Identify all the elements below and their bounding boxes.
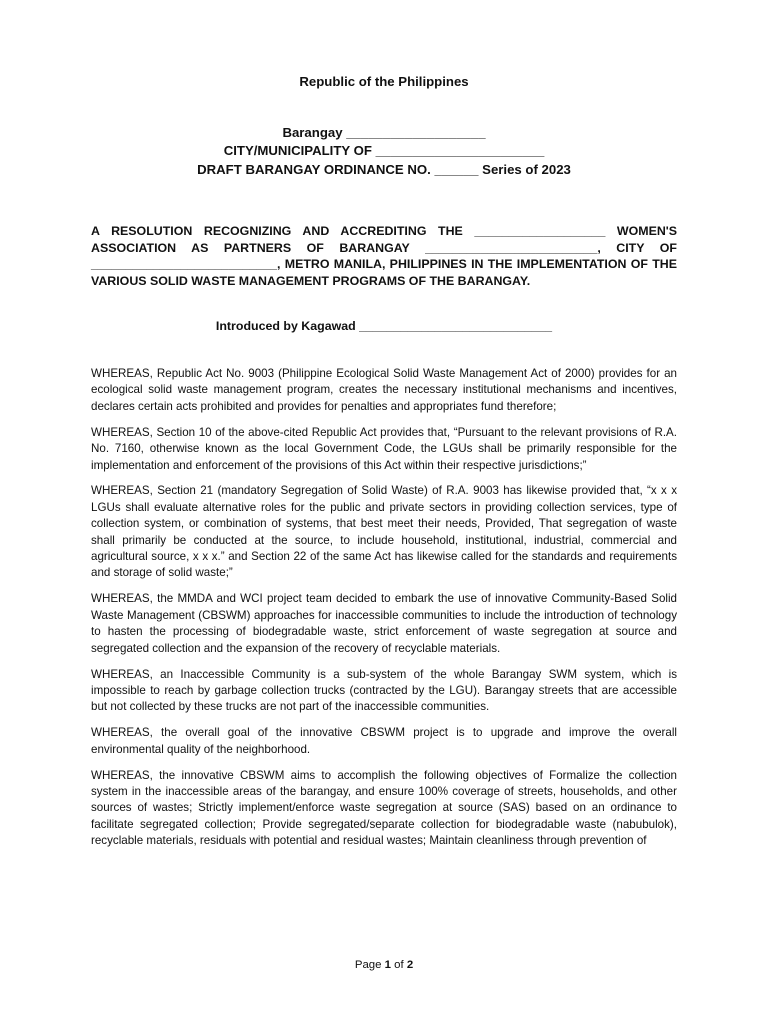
- document-header: [0, 124, 768, 179]
- current-page-number: 1: [384, 959, 391, 971]
- resolution-heading: A RESOLUTION RECOGNIZING AND ACCREDITING THE ___________________ WOMEN'S ASSOCIATION AS PARTNERS OF BARANGAY _________________________, CITY OF ___________________________, METRO MANILA, PHILIPPINES IN THE IMPLEMENTATION OF THE VARIOUS SOLID WASTE MANAGEMENT PROGRAMS OF THE BARANGAY.: [91, 224, 677, 288]
- whereas-clause: WHEREAS, the MMDA and WCI project team decided to embark the use of innovative Community-Based Solid Waste Management (CBSWM) approaches for inaccessible communities to include the introduction of technology to hasten the processing of biodegradable waste, strict enforcement of waste segregation at source and segregated collection and the expansion of the recovery of recyclable materials.: [91, 592, 677, 655]
- barangay-line: Barangay ___________________: [282, 125, 486, 140]
- page-footer: [0, 959, 768, 971]
- of-label: of: [394, 959, 404, 971]
- whereas-clause: WHEREAS, Section 21 (mandatory Segregation of Solid Waste) of R.A. 9003 has likewise provided that, “x x x LGUs shall evaluate alternative roles for the public and private sectors in providing collection services, type of collection system, or combination of systems, that best meet their needs, Provided, That segregation of waste shall primarily be conducted at the source, to include household, institutional, industrial, commercial and agricultural source, x x x.” and Section 22 of the same Act has likewise called for the standards and requirements and storage of solid waste;”: [91, 484, 677, 580]
- introduced-by-line: Introduced by Kagawad ____________________________: [215, 319, 553, 333]
- page-label: Page: [354, 959, 382, 971]
- total-pages-number: 2: [406, 959, 414, 971]
- city-municipality-line: CITY/MUNICIPALITY OF _______________________: [223, 143, 545, 159]
- whereas-clause: WHEREAS, the innovative CBSWM aims to accomplish the following objectives of Formalize the collection system in the inaccessible areas of the barangay, and ensure 100% coverage of streets, households, and other sources of wastes; Strictly implement/enforce waste segregation at source (SAS) based on an ordinance to facilitate segregated collection; Provide segregated/separate collection for biodegradable waste (nabubulok), recyclable materials, residuals with potential and residual wastes; Maintain cleanliness through prevention of: [91, 768, 677, 848]
- whereas-clauses: [91, 366, 677, 859]
- whereas-clause: WHEREAS, Section 10 of the above-cited Republic Act provides that, “Pursuant to the relevant provisions of R.A. No. 7160, otherwise known as the local Government Code, the LGUs shall be primarily responsible for the implementation and enforcement of the provisions of this Act within their respective jurisdictions;”: [91, 425, 677, 472]
- document-title: Republic of the Philippines: [299, 74, 469, 89]
- whereas-clause: WHEREAS, an Inaccessible Community is a sub-system of the whole Barangay SWM system, which is impossible to reach by garbage collection trucks (contracted by the LGU). Barangay streets that are accessible but not collected by these trucks are not part of the inaccessible communities.: [91, 667, 677, 714]
- ordinance-number-line: DRAFT BARANGAY ORDINANCE NO. ______ Series of 2023: [197, 161, 571, 177]
- whereas-clause: WHEREAS, Republic Act No. 9003 (Philippine Ecological Solid Waste Management Act of 2000) provides for an ecological solid waste management program, creates the necessary institutional mechanisms and incentives, declares certain acts prohibited and provides for penalties and appropriates fund therefore;: [91, 367, 677, 413]
- whereas-clause: WHEREAS, the overall goal of the innovative CBSWM project is to upgrade and improve the overall environmental quality of the neighborhood.: [91, 726, 677, 756]
